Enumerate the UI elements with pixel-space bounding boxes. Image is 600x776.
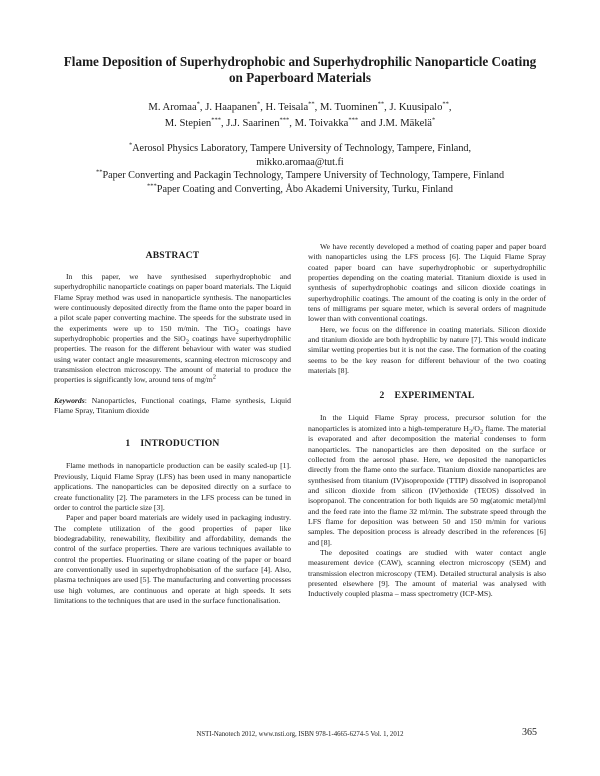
author-list bbox=[60, 100, 540, 132]
authors-line-1 bbox=[60, 100, 540, 116]
experimental-paragraph: The deposited coatings are studied with water contact angle measurement device (CAW), scanning electron microscopy (SEM) and transmission electron microscopy (TEM). Detailed structural analysis is also presented elsewhere [9]. The amount of material was analysed with Inductively coupled plasma – mass spectrometry (ICP-MS). bbox=[308, 547, 546, 599]
title-line-1: Flame Deposition of Superhydrophobic and Superhydrophilic Nanoparticle Coating bbox=[63, 54, 537, 69]
author: J.M. Mäkelä* bbox=[378, 116, 436, 129]
affiliation: *Aerosol Physics Laboratory, Tampere University of Technology, Tampere, Finland, bbox=[128, 141, 472, 154]
page-footer: NSTI-Nanotech 2012, www.nsti.org, ISBN 978-1-4665-6274-5 Vol. 1, 2012 bbox=[196, 731, 404, 738]
page-number: 365 bbox=[522, 727, 537, 738]
right-column bbox=[308, 242, 546, 600]
introduction-paragraph: Paper and paper board materials are widely used in packaging industry. The complete utilization of the good properties of paper like biodegradability, renewability, flexibility and affordability, demands the control of the surface properties. There are various techniques available to control the properties. Fluorinating or silane coating of the paper or board are conventionally used in superhydrophobisation of the surface [4]. Also, plasma techniques are used [5]. The manufacturing and converting processes use high volumes, are continuous and operate at high speeds. It sets limitations to the techniques that are used in the surface functionalisation. bbox=[54, 513, 291, 605]
left-column bbox=[54, 250, 291, 606]
intro-continued-paragraph: We have recently developed a method of coating paper and paper board with nanoparticles using the LFS process [6]. The Liquid Flame Spray coated paper board can have superhydrophobic or superhydrophilic properties depending on the coating material. Titanium dioxide is used in synthesis of superhydrophobic coatings and silicon dioxide coatings in superhydrophilic coatings. The amount of the coating is only in the order of tens of milligrams per square meter, which is several orders of magnitude lower than with conventional coatings. bbox=[308, 242, 546, 324]
author: M. Aromaa*, bbox=[148, 100, 206, 113]
author: M. Stepien***, bbox=[164, 116, 227, 129]
experimental-heading: 2 EXPERIMENTAL bbox=[379, 390, 475, 402]
author: M. Tuominen**, bbox=[319, 100, 390, 113]
author: H. Teisala**, bbox=[265, 100, 320, 113]
affiliations bbox=[40, 142, 560, 196]
keywords: Keywords: Nanoparticles, Functional coatings, Flame synthesis, Liquid Flame Spray, Titanium dioxide bbox=[54, 395, 291, 416]
affiliation: ***Paper Coating and Converting, Åbo Akademi University, Turku, Finland bbox=[147, 182, 453, 195]
affiliation: **Paper Converting and Packagin Technology, Tampere University of Technology, Tampere, Finland bbox=[95, 168, 505, 181]
author: J.J. Saarinen***, bbox=[226, 116, 295, 129]
introduction-paragraph: Flame methods in nanoparticle production can be easily scaled-up [1]. Previously, Liquid Flame Spray (LFS) has been used in many nanoparticle applications. The nanoparticles can be deposited directly on a surface to create functionality [2]. The parameters in the LFS process can be tuned in order to control the particle size [3]. bbox=[54, 461, 291, 512]
introduction-heading: 1 INTRODUCTION bbox=[125, 438, 220, 450]
author: J. Kuusipalo**, bbox=[389, 100, 452, 113]
experimental-paragraph: In the Liquid Flame Spray process, precursor solution for the nanoparticles is atomized into a high-temperature $H_2/O_2$ flame. The material is evaporated and after decomposition the material condenses to form nanoparticles. The nanoparticles are then deposited on the surface or collected from the aerosol phase. Here, we deposited the nanoparticles directly from the flame onto the surface. Titanium dioxide nanoparticles are synthesised from titanium (IV)isopropoxide (TTIP) dissolved in isopropanol and silicon dioxide from silicon (IV)ethoxide (TEOS) dissolved in isopropanol. The concentration for both liquids are 50 mg(atomic metal)/ml and the feed rate into the flame 32 ml/min. The substrate speed through the LFS flame for deposition was between 50 and 150 m/min for various samples. The deposition process is already described in the references [6] and [8]. bbox=[308, 413, 546, 547]
paper-title bbox=[30, 54, 570, 86]
abstract-paragraph: In this paper, we have synthesised superhydrophobic and superhydrophilic nanoparticle coatings on paper board materials. The Liquid Flame Spray method was used in nanoparticle synthesis. The nanoparticles were continuously deposited directly from the flame onto the paper board in a pilot scale paper converting machine. The speeds for the substrate used in the experiments were up to 150 m/min. The TiO$_2$ coatings have superhydrophobic properties and the SiO$_2$ coatings have superhydrophilic properties. The reason for the different behaviour with water was studied using water contact angle measurements, scanning electron microscopy and transmission electron microscopy. The amount of material to produce the properties is significantly low, around tens of $mg/m^2$ bbox=[54, 272, 292, 385]
author: M. Toivakka*** and bbox=[294, 116, 379, 129]
intro-continued-paragraph: Here, we focus on the difference in coating materials. Silicon dioxide and titanium dioxide are both hydrophilic by nature [7]. This would indicate similar wetting properties but it is not the case. The formation of the coating seems to be the key reason for different behaviour of the two coating materials [8]. bbox=[308, 324, 546, 376]
abstract-heading: ABSTRACT bbox=[145, 250, 200, 261]
affiliation-email: mikko.aromaa@tut.fi bbox=[256, 156, 344, 168]
title-line-2: on Paperboard Materials bbox=[228, 70, 372, 85]
authors-line-2 bbox=[60, 116, 540, 132]
author: J. Haapanen*, bbox=[205, 100, 266, 113]
